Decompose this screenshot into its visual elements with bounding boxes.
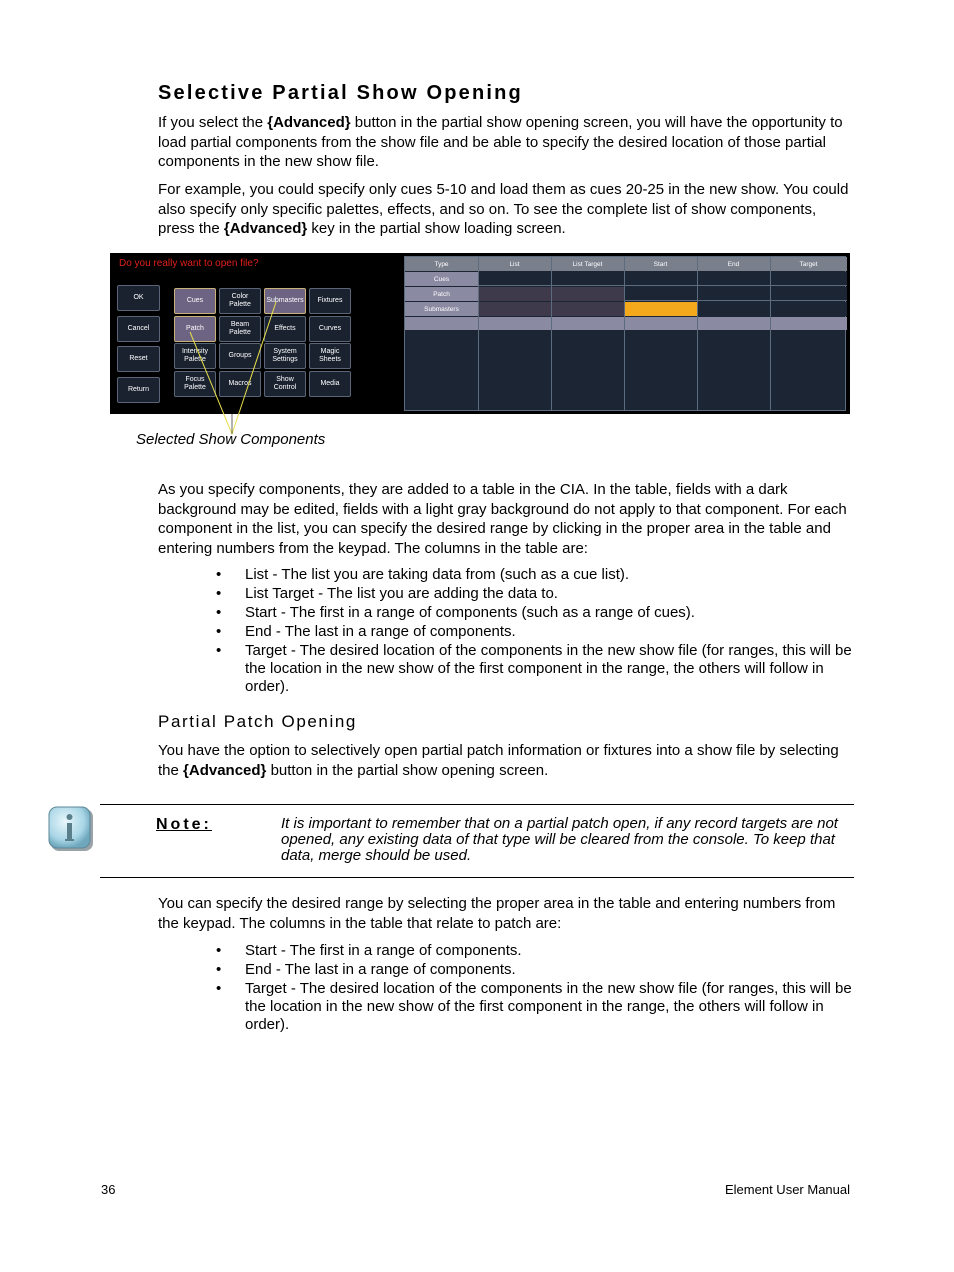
list-item: • Target - The desired location of the components in the new show file (for ranges, this will be the location in the new show of the first component in the range, the others will follow in order). bbox=[158, 980, 852, 1034]
col-list-target-header: List Target bbox=[572, 260, 603, 268]
note-label: Note: bbox=[156, 816, 212, 833]
cues-button[interactable]: Cues bbox=[174, 288, 216, 314]
selected-start-cell[interactable] bbox=[624, 302, 697, 316]
note-bottom-rule bbox=[100, 877, 854, 878]
col-list-header: List bbox=[509, 260, 520, 268]
manual-title: Element User Manual bbox=[725, 1182, 850, 1197]
list-item: • End - The last in a range of components. bbox=[158, 623, 852, 641]
cancel-button[interactable]: Cancel bbox=[117, 316, 160, 342]
note-top-rule bbox=[100, 804, 854, 805]
example-paragraph: For example, you could specify only cues 5-10 and load them as cues 20-25 in the new show. You could also specify only specific palettes, effects, and so on. To see the complete list of show components, press the {Advanced} key in the partial show loading screen. bbox=[158, 181, 849, 237]
fixtures-button[interactable]: Fixtures bbox=[309, 288, 351, 314]
col-type-header: Type bbox=[434, 260, 449, 268]
col-end-header: End bbox=[727, 260, 740, 268]
ok-button[interactable]: OK bbox=[117, 285, 160, 311]
row-type-submasters[interactable]: Submasters bbox=[405, 302, 478, 316]
macros-button[interactable]: Macros bbox=[219, 371, 261, 397]
open-file-prompt: Do you really want to open file? bbox=[119, 258, 259, 269]
row-type-patch[interactable]: Patch bbox=[405, 287, 478, 301]
list-item: • Target - The desired location of the components in the new show file (for ranges, this will be the location in the new show of the first component in the range, the others will follow in order). bbox=[158, 642, 852, 696]
table-row-patch[interactable] bbox=[624, 287, 847, 301]
color-palette-button[interactable]: Color Palette bbox=[219, 288, 261, 314]
reset-button[interactable]: Reset bbox=[117, 346, 160, 372]
info-icon bbox=[48, 806, 94, 852]
row-type-cues[interactable]: Cues bbox=[405, 272, 478, 286]
patch-column-list bbox=[158, 942, 852, 1035]
system-settings-button[interactable]: System Settings bbox=[264, 343, 306, 369]
note-text: It is important to remember that on a partial patch open, if any record targets are not opened, any existing data of that type will be cleared from the console. To keep that data, merge should be used. bbox=[281, 815, 838, 864]
list-item: • Start - The first in a range of components. bbox=[158, 942, 852, 960]
patch-range-paragraph: You can specify the desired range by selecting the proper area in the table and entering numbers from the keypad. The columns in the table that relate to patch are: bbox=[158, 895, 836, 932]
column-list bbox=[158, 566, 852, 697]
components-paragraph: As you specify components, they are added to a table in the CIA. In the table, fields with a dark background may be edited, fields with a light gray background do not apply to that component. For each component in the list, you can specify the desired range by clicking in the proper area in the table and entering numbers from the keypad. The columns in the table are: bbox=[158, 481, 847, 557]
submasters-button[interactable]: Submasters bbox=[264, 288, 306, 314]
intro-paragraph: If you select the {Advanced} button in the partial show opening screen, you will have the opportunity to load partial components from the show file and be able to specify the desired location of those partial components in the new show file. bbox=[158, 114, 843, 170]
list-item: • List - The list you are taking data from (such as a cue list). bbox=[158, 566, 852, 584]
components-table bbox=[404, 256, 846, 411]
list-item: • End - The last in a range of components. bbox=[158, 961, 852, 979]
return-button[interactable]: Return bbox=[117, 377, 160, 403]
beam-palette-button[interactable]: Beam Palette bbox=[219, 316, 261, 342]
curves-button[interactable]: Curves bbox=[309, 316, 351, 342]
show-control-button[interactable]: Show Control bbox=[264, 371, 306, 397]
col-start-header: Start bbox=[653, 260, 668, 268]
list-item: • List Target - The list you are adding the data to. bbox=[158, 585, 852, 603]
focus-palette-button[interactable]: Focus Palette bbox=[174, 371, 216, 397]
intensity-palette-button[interactable]: Intensity Palette bbox=[174, 343, 216, 369]
callout-lines bbox=[180, 290, 290, 440]
list-item: • Start - The first in a range of components (such as a range of cues). bbox=[158, 604, 852, 622]
page-number: 36 bbox=[101, 1182, 116, 1197]
table-row-new[interactable] bbox=[405, 317, 847, 330]
table-row-submasters[interactable] bbox=[697, 302, 847, 316]
section-title: Selective Partial Show Opening bbox=[158, 82, 523, 104]
effects-button[interactable]: Effects bbox=[264, 316, 306, 342]
magic-sheets-button[interactable]: Magic Sheets bbox=[309, 343, 351, 369]
patch-paragraph: You have the option to selectively open partial patch information or fixtures into a show file by selecting the {Advanced} button in the partial show opening screen. bbox=[158, 742, 839, 779]
figure-caption: Selected Show Components bbox=[136, 431, 326, 448]
patch-button[interactable]: Patch bbox=[174, 316, 216, 342]
groups-button[interactable]: Groups bbox=[219, 343, 261, 369]
table-row-cues[interactable] bbox=[478, 272, 847, 286]
media-button[interactable]: Media bbox=[309, 371, 351, 397]
col-target-header: Target bbox=[799, 260, 818, 268]
subsection-title: Partial Patch Opening bbox=[158, 712, 357, 731]
